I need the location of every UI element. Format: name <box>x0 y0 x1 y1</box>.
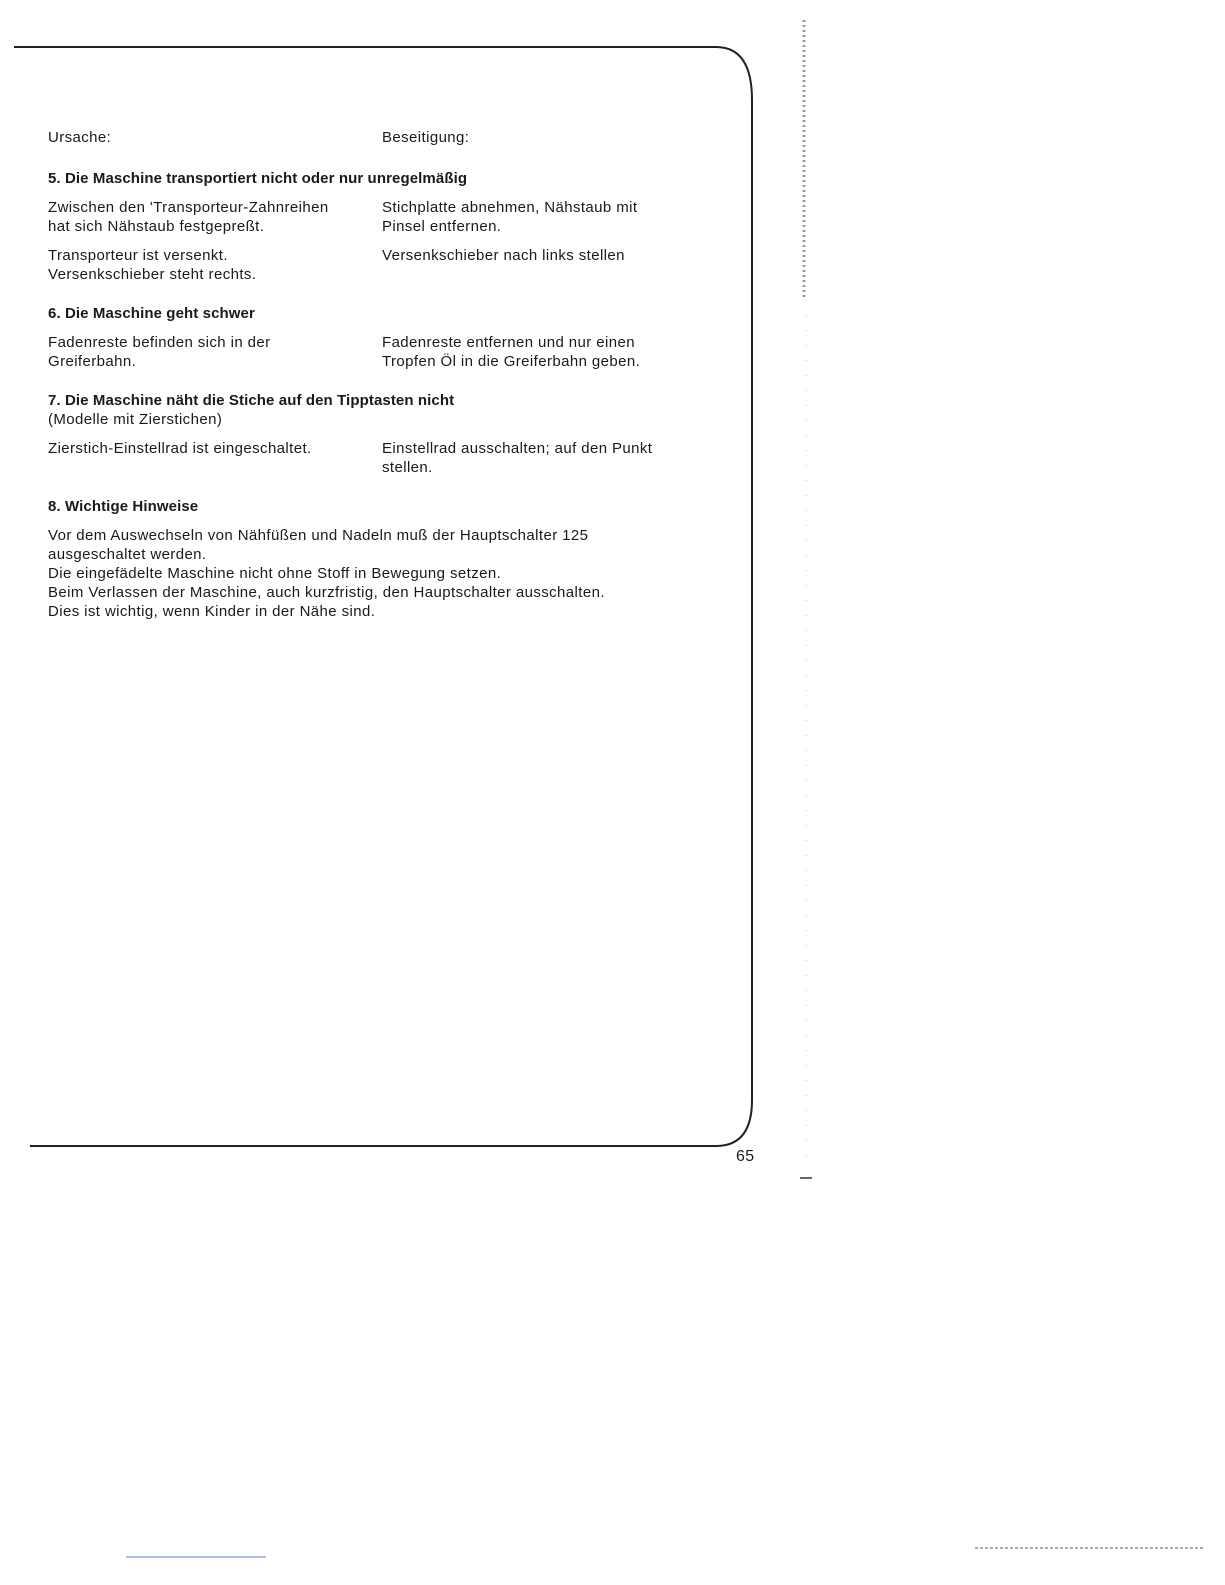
section-6-row-1 <box>48 333 728 371</box>
cause-text <box>48 439 382 477</box>
cause-text <box>48 246 382 284</box>
section-8-body <box>48 526 728 621</box>
cause-line: Zierstich-Einstellrad ist eingeschaltet. <box>48 440 312 457</box>
frame-bottom-line <box>30 1100 752 1146</box>
notice-line: Vor dem Auswechseln von Nähfüßen und Nadeln muß der Hauptschalter 125 <box>48 527 589 544</box>
section-5-row-2 <box>48 246 728 284</box>
cause-line: Zwischen den 'Transporteur-Zahnreihen <box>48 199 329 216</box>
remedy-line: stellen. <box>382 459 433 476</box>
cause-line: Versenkschieber steht rechts. <box>48 266 257 283</box>
troubleshooting-table <box>48 128 728 621</box>
section-7-subtitle: (Modelle mit Zierstichen) <box>48 411 223 428</box>
remedy-line: Einstellrad ausschalten; auf den Punkt <box>382 440 653 457</box>
remedy-line: Pinsel entfernen. <box>382 218 502 235</box>
section-8-title: 8. Wichtige Hinweise <box>48 498 199 515</box>
section-7-row-1 <box>48 439 728 477</box>
section-6-title: 6. Die Maschine geht schwer <box>48 305 255 322</box>
cause-text <box>48 198 382 236</box>
section-5-title: 5. Die Maschine transportiert nicht oder nur unregelmäßig <box>48 170 468 187</box>
section-7-title: 7. Die Maschine näht die Stiche auf den Tipptasten nicht <box>48 392 455 409</box>
section-5-row-1 <box>48 198 728 236</box>
remedy-column-header: Beseitigung: <box>382 129 470 146</box>
remedy-line: Fadenreste entfernen und nur einen <box>382 334 635 351</box>
notice-line: Die eingefädelte Maschine nicht ohne Stoff in Bewegung setzen. <box>48 565 502 582</box>
page-number: 65 <box>736 1148 755 1165</box>
remedy-line: Tropfen Öl in die Greiferbahn geben. <box>382 353 641 370</box>
remedy-line: Stichplatte abnehmen, Nähstaub mit <box>382 199 638 216</box>
cause-line: Fadenreste befinden sich in der <box>48 334 271 351</box>
notice-line: Dies ist wichtig, wenn Kinder in der Nähe sind. <box>48 603 376 620</box>
remedy-text <box>382 333 728 371</box>
cause-text <box>48 333 382 371</box>
remedy-text <box>382 439 728 477</box>
cause-line: hat sich Nähstaub festgepreßt. <box>48 218 265 235</box>
cause-column-header: Ursache: <box>48 129 112 146</box>
remedy-text <box>382 198 728 236</box>
remedy-line: Versenkschieber nach links stellen <box>382 247 625 264</box>
remedy-text <box>382 246 728 284</box>
notice-line: Beim Verlassen der Maschine, auch kurzfristig, den Hauptschalter ausschalten. <box>48 584 605 601</box>
column-header-row <box>48 128 728 147</box>
cause-line: Transporteur ist versenkt. <box>48 247 228 264</box>
cause-line: Greiferbahn. <box>48 353 137 370</box>
frame-top-line <box>14 47 752 100</box>
notice-line: ausgeschaltet werden. <box>48 546 207 563</box>
